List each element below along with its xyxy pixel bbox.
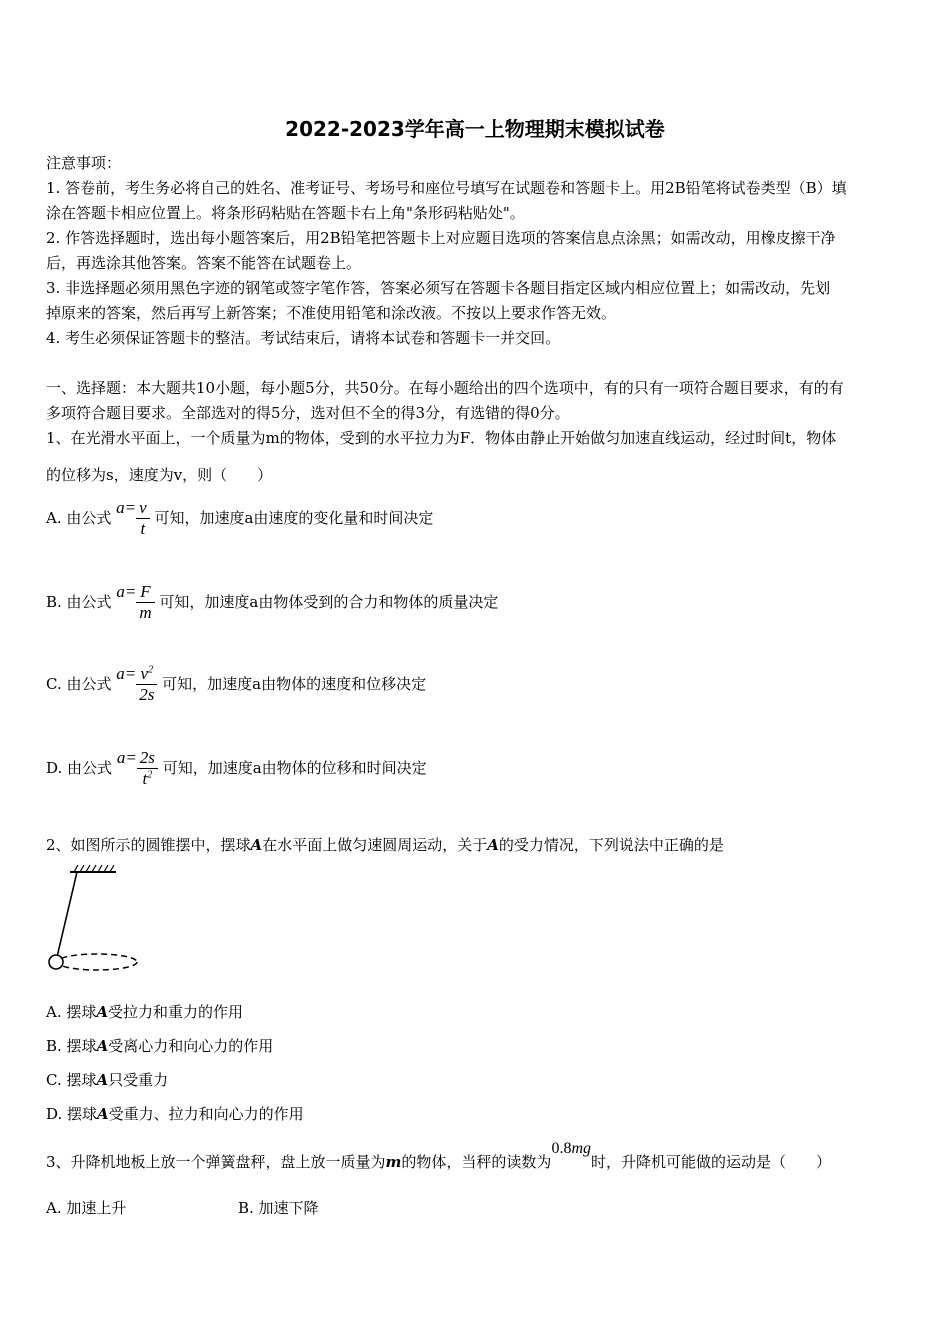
option-text: 受重力、拉力和向心力的作用 (108, 1105, 304, 1123)
conical-pendulum-figure (40, 862, 150, 978)
note-line: 掉原来的答案，然后再写上新答案；不准使用铅笔和涂改液。不按以上要求作答无效。 (46, 304, 617, 322)
stem-text: 在水平面上做匀速圆周运动，关于 (262, 836, 488, 854)
option-text: 只受重力 (108, 1071, 169, 1089)
option-prefix: D. 摆球 (46, 1105, 98, 1123)
formula-fraction (136, 582, 154, 624)
reading-formula (551, 1140, 591, 1157)
note-line: 4. 考生必须保证答题卡的整洁。考试结束后，请将本试卷和答题卡一并交回。 (46, 329, 561, 347)
numerator-exponent: 2 (148, 664, 154, 676)
variable-a: A (96, 1037, 109, 1055)
stem-text: 时，升降机可能做的运动是（ ） (591, 1153, 832, 1171)
stem-text: 2、如图所示的圆锥摆中，摆球 (46, 836, 251, 854)
section-heading: 多项符合题目要求。全部选对的得5分，选对但不全的得3分，有选错的得0分。 (46, 404, 570, 422)
option-text: 可知，加速度a由物体受到的合力和物体的质量决定 (159, 592, 499, 611)
option-text: 可知，加速度a由速度的变化量和时间决定 (154, 508, 434, 527)
notes-heading: 注意事项： (46, 154, 122, 172)
numerator (136, 664, 157, 684)
pendulum-ball (49, 955, 63, 969)
section-heading: 一、选择题：本大题共10小题，每小题5分，共50分。在每小题给出的四个选项中，有的只有一项符合题目要求，有的有 (46, 379, 844, 397)
variable-a: A (97, 1105, 109, 1123)
variable-m: m (385, 1153, 402, 1171)
denominator-base: t (142, 769, 148, 789)
variable-a: A (487, 836, 499, 854)
pendulum-string (57, 872, 77, 957)
q2-option-d (46, 1103, 304, 1124)
question-1-stem: 的位移为s，速度为v，则（ ） (46, 466, 273, 484)
variable-a: A (96, 1071, 109, 1089)
q1-option-c (46, 664, 426, 706)
denominator-exponent: 2 (147, 769, 153, 781)
stem-text: 的物体，当秤的读数为 (401, 1153, 552, 1171)
option-prefix: B. 摆球 (46, 1037, 97, 1055)
option-prefix: D. 由公式 (46, 758, 113, 777)
formula-fraction (136, 498, 150, 540)
option-prefix: A. 摆球 (46, 1003, 97, 1021)
stem-text: 的受力情况，下列说法中正确的是 (498, 836, 724, 854)
option-prefix: A. 由公式 (46, 508, 112, 527)
q1-option-d (46, 748, 427, 790)
reading-coefficient: 0.8 (551, 1140, 572, 1157)
reading-variable: mg (571, 1140, 591, 1157)
denominator: m (136, 602, 154, 623)
option-text: 可知，加速度a由物体的速度和位移决定 (162, 674, 427, 693)
option-text: 可知，加速度a由物体的位移和时间决定 (162, 758, 427, 777)
numerator: v (139, 498, 147, 517)
q2-option-c (46, 1069, 168, 1090)
variable-a: A (96, 1003, 109, 1021)
ceiling-hatching (74, 865, 114, 872)
note-line: 涂在答题卡相应位置上。将条形码粘贴在答题卡右上角"条形码粘贴处"。 (46, 204, 525, 222)
formula-lhs: a= (116, 581, 137, 601)
denominator: 2s (136, 684, 157, 705)
formula-lhs: a= (116, 663, 137, 683)
q2-option-b (46, 1035, 273, 1056)
q2-option-a (46, 1001, 243, 1022)
numerator: 2s (139, 748, 155, 767)
question-1-stem: 1、在光滑水平面上，一个质量为m的物体，受到的水平拉力为F．物体由静止开始做匀加速直线运动，经过时间t，物体 (46, 429, 837, 447)
q3-option-a: A. 加速上升 (46, 1199, 127, 1217)
option-text: 受离心力和向心力的作用 (108, 1037, 274, 1055)
q1-option-a (46, 498, 433, 540)
note-line: 后，再选涂其他答案。答案不能答在试题卷上。 (46, 254, 362, 272)
variable-a: A (250, 836, 263, 854)
stem-text: 3、升降机地板上放一个弹簧盘秤，盘上放一质量为 (46, 1153, 386, 1171)
denominator: t (136, 518, 150, 539)
question-2-stem (46, 834, 724, 855)
option-prefix: C. 摆球 (46, 1071, 97, 1089)
numerator-base: v (140, 664, 149, 683)
formula-lhs: a= (116, 747, 137, 767)
numerator: F (140, 582, 151, 601)
q3-option-b: B. 加速下降 (238, 1199, 319, 1217)
option-prefix: C. 由公式 (46, 674, 112, 693)
denominator (137, 768, 158, 789)
exam-title: 2022-2023学年高一上物理期末模拟试卷 (285, 117, 665, 141)
formula-fraction (137, 748, 158, 790)
note-line: 2. 作答选择题时，选出每小题答案后，用2B铅笔把答题卡上对应题目选项的答案信息点涂黑；如需改动，用橡皮擦干净 (46, 229, 836, 247)
option-text: 受拉力和重力的作用 (108, 1003, 244, 1021)
formula-fraction (136, 664, 157, 706)
question-3-stem (46, 1140, 832, 1172)
note-line: 3. 非选择题必须用黑色字迹的钢笔或签字笔作答，答案必须写在答题卡各题目指定区域内相应位置上；如需改动，先划 (46, 279, 831, 297)
option-prefix: B. 由公式 (46, 592, 112, 611)
note-line: 1. 答卷前，考生务必将自己的姓名、准考证号、考场号和座位号填写在试题卷和答题卡上。用2B铅笔将试卷类型（B）填 (46, 179, 847, 197)
q1-option-b (46, 582, 498, 624)
circular-path (57, 954, 137, 970)
formula-lhs: a= (116, 497, 137, 517)
